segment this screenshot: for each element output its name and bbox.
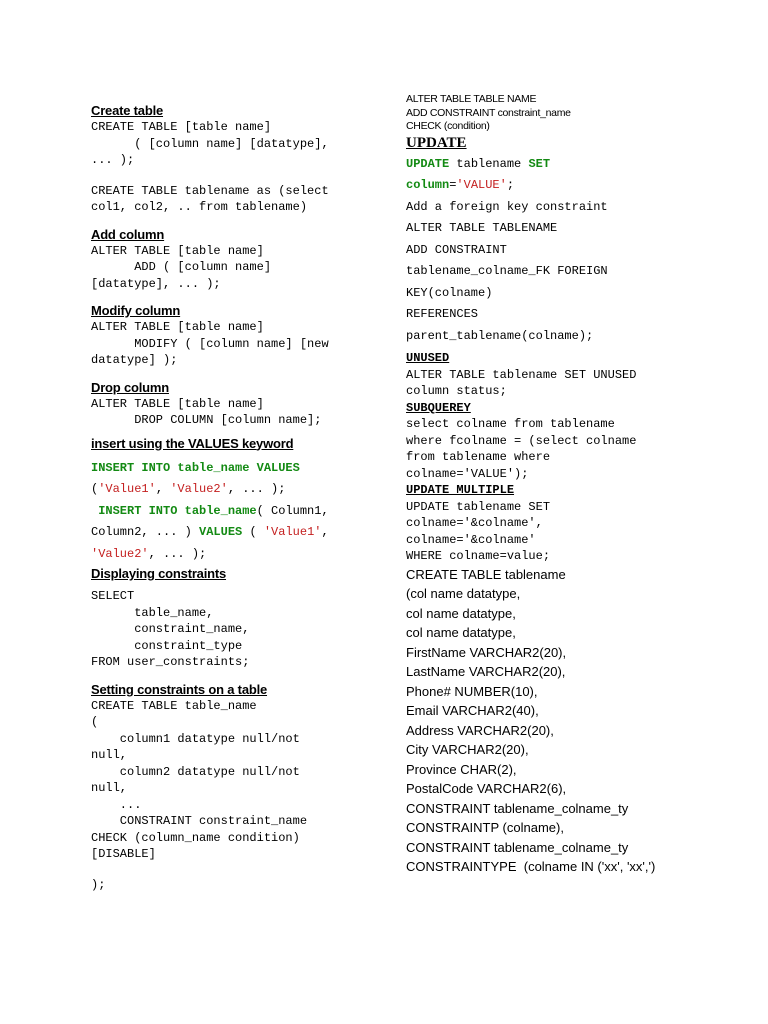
create-table-line: col name datatype, [406,605,516,621]
alter-check-line-2: ADD CONSTRAINT constraint_name [406,106,571,119]
insert-line-2: ('Value1', 'Value2', ... ); [91,482,286,496]
insert-values-heading: insert using the VALUES keyword [91,435,294,451]
create-table-line: CONSTRAINT tablename_colname_ty [406,800,629,816]
create-table-line: FirstName VARCHAR2(20), [406,644,567,660]
create-table-line: CONSTRAINTYPE (colname IN ('xx', 'xx',') [406,859,656,874]
create-table-line: (col name datatype, [406,586,521,601]
update-line-2: column='VALUE'; [406,178,515,192]
subquery-code: select colname from tablename where fcolname = (select colname from tablename where colname='VALUE'); [406,417,637,481]
subquery-heading: SUBQUEREY [406,400,471,415]
create-table-code: CREATE TABLE [table name] ( [column name] [datatype], ... ); [91,120,329,167]
alter-check-section [406,93,756,134]
drop-column-heading: Drop column [91,379,169,395]
create-table-line: col name datatype, [406,625,516,640]
update-multiple-section [406,482,756,565]
left-column [91,102,391,893]
create-table-columns-section [406,565,756,877]
insert-line-4: Column2, ... ) VALUES ( 'Value1', [91,525,329,539]
drop-column-section [91,379,391,429]
setting-constraints-close: ); [91,877,106,892]
unused-heading: UNUSED [406,351,450,365]
update-section [406,134,756,197]
displaying-constraints-code: SELECT table_name, constraint_name, constraint_type FROM user_constraints; [91,589,250,669]
create-table-line: CONSTRAINTP (colname), [406,820,564,835]
create-table-line: CREATE TABLE tablename [406,566,566,582]
foreign-key-code: Add a foreign key constraint ALTER TABLE TABLENAME ADD CONSTRAINT tablename_colname_FK FOREIGN KEY(colname) REFERENCES parent_tablename(colname); [406,199,608,343]
add-column-code: ALTER TABLE [table name] ADD ( [column name] [datatype], ... ); [91,243,272,291]
create-table-section [91,102,391,216]
displaying-constraints-section [91,565,391,671]
setting-constraints-code: CREATE TABLE table_name ( column1 datatype null/not null, column2 datatype null/not null, ... CONSTRAINT constraint_name CHECK (column_name condition) [DISABLE] [91,698,308,861]
setting-constraints-heading: Setting constraints on a table [91,681,268,697]
create-table-heading: Create table [91,103,164,118]
update-multiple-heading: UPDATE MULTIPLE [406,483,515,497]
right-column [406,93,756,877]
modify-column-heading: Modify column [91,303,181,318]
unused-code: ALTER TABLE tablename SET UNUSED column status; [406,367,637,398]
create-table-as-code: CREATE TABLE tablename as (select col1, col2, .. from tablename) [91,183,329,214]
update-multiple-code: UPDATE tablename SET colname='&colname', colname='&colname' WHERE colname=value; [406,499,551,563]
create-table-line: LastName VARCHAR2(20), [406,664,566,679]
create-table-line: Phone# NUMBER(10), [406,683,538,699]
subquery-section [406,400,756,483]
create-table-line: PostalCode VARCHAR2(6), [406,781,567,796]
create-table-line: Province CHAR(2), [406,761,517,777]
unused-section [406,350,756,400]
modify-column-section [91,302,391,369]
modify-column-code: ALTER TABLE [table name] MODIFY ( [column name] [new datatype] ); [91,320,329,367]
update-heading: UPDATE [406,134,467,151]
drop-column-code: ALTER TABLE [table name] DROP COLUMN [column name]; [91,396,322,427]
add-column-heading: Add column [91,226,165,242]
insert-line-3: INSERT INTO table_name( Column1, [91,503,329,518]
insert-values-section [91,435,391,566]
alter-check-line-1: ALTER TABLE TABLE NAME [406,93,537,105]
displaying-constraints-heading: Displaying constraints [91,566,227,581]
update-line-1: UPDATE tablename SET [406,156,551,171]
create-table-line: City VARCHAR2(20), [406,742,529,757]
create-table-line: Email VARCHAR2(40), [406,703,539,718]
alter-check-line-3: CHECK (condition) [406,120,490,132]
insert-line-1: INSERT INTO table_name VALUES [91,460,300,475]
create-table-line: CONSTRAINT tablename_colname_ty [406,839,629,855]
foreign-key-section [406,197,756,348]
insert-line-5: 'Value2', ... ); [91,546,207,561]
create-table-line: Address VARCHAR2(20), [406,722,554,738]
setting-constraints-section [91,681,391,894]
add-column-section [91,226,391,293]
